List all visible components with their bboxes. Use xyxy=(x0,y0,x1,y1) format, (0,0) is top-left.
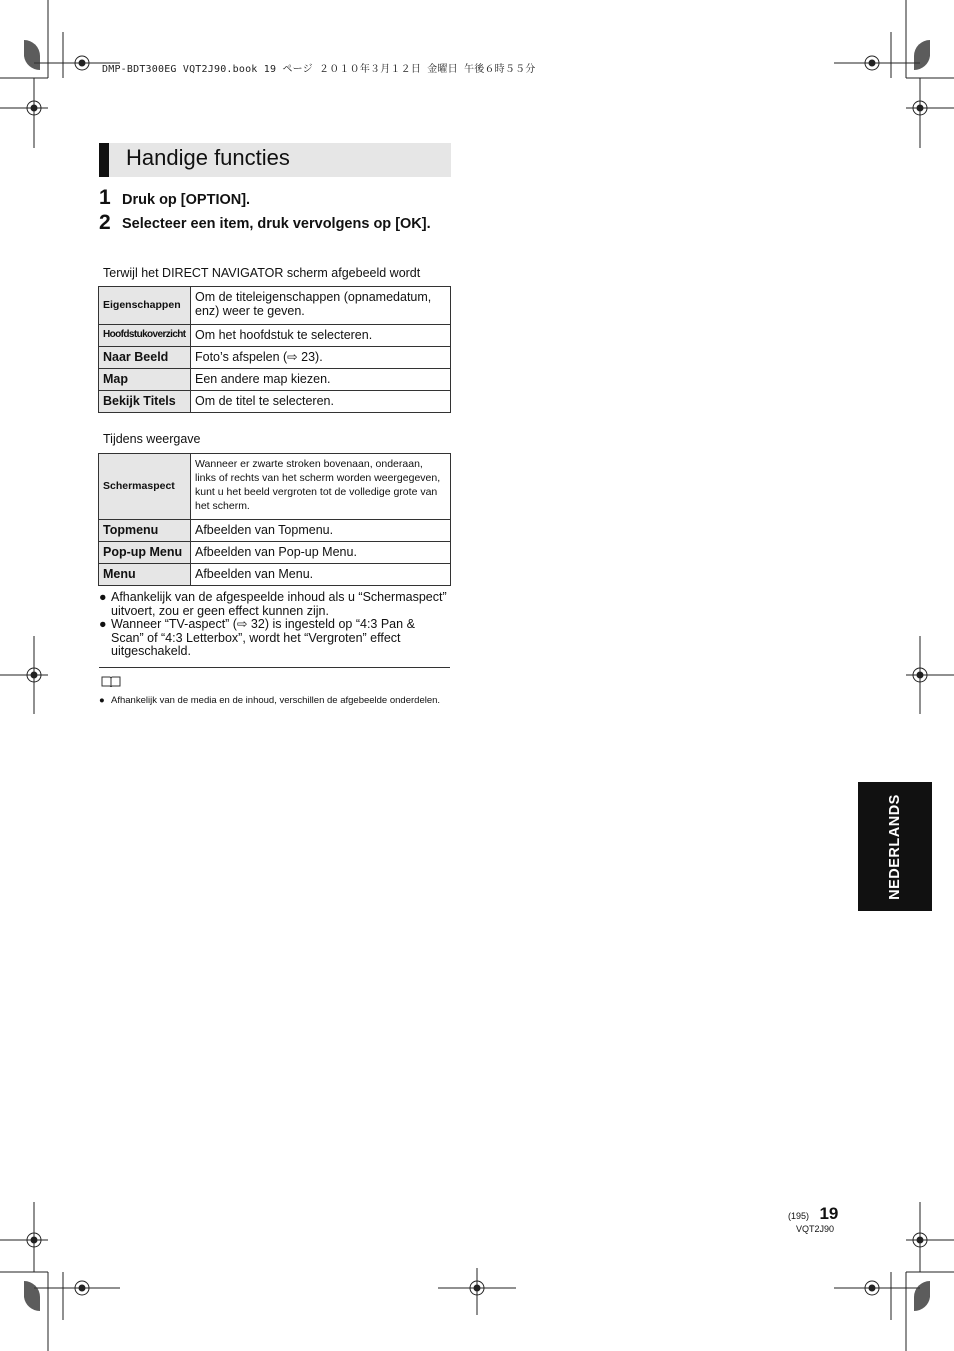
section1-caption: Terwijl het DIRECT NAVIGATOR scherm afgebeeld wordt xyxy=(103,266,421,280)
crop-mark-icon xyxy=(834,0,954,148)
note-text: Afhankelijk van de afgespeelde inhoud als u “Schermaspect” uitvoert, zou er geen effect kunnen zijn. xyxy=(111,590,447,618)
table-row xyxy=(99,520,451,542)
table-row xyxy=(99,287,451,325)
language-tab-label: NEDERLANDS xyxy=(887,793,903,900)
crop-mark-icon xyxy=(834,1202,954,1351)
option-value: Om de titeleigenschappen (opnamedatum, enz) weer te geven. xyxy=(191,287,451,325)
page-title-bar xyxy=(99,143,451,177)
options-table-playback xyxy=(98,453,451,586)
options-table-navigator xyxy=(98,286,451,413)
option-value: Wanneer er zwarte stroken bovenaan, onderaan, links of rechts van het scherm worden weergegeven, kunt u het beeld vergroten tot de volledige grote van het scherm. xyxy=(191,454,451,520)
media-note-text: Afhankelijk van de media en de inhoud, verschillen de afgebeelde onderdelen. xyxy=(111,695,441,706)
step-1-number: 1 xyxy=(99,186,111,209)
media-note xyxy=(99,695,451,707)
book-icon xyxy=(101,675,121,687)
option-key: Bekijk Titels xyxy=(99,391,191,413)
option-key: Schermaspect xyxy=(99,454,191,520)
registration-mark-icon xyxy=(27,56,927,1295)
book-header-line: DMP-BDT300EG VQT2J90.book 19 ページ ２０１０年３月１２日 金曜日 午後６時５５分 xyxy=(102,64,536,75)
option-value: Afbeelden van Menu. xyxy=(191,564,451,586)
option-key: Menu xyxy=(99,564,191,586)
divider xyxy=(99,667,450,668)
step-2-text: Selecteer een item, druk vervolgens op [OK]. xyxy=(122,216,431,232)
option-key: Eigenschappen xyxy=(99,287,191,325)
bullet-icon: ● xyxy=(99,617,107,631)
bullet-icon: ● xyxy=(99,695,105,706)
language-tab xyxy=(858,782,932,911)
option-key: Hoofdstukoverzicht xyxy=(99,325,191,347)
page-number-secondary: (195) xyxy=(788,1211,810,1221)
table-row xyxy=(99,325,451,347)
option-value: Een andere map kiezen. xyxy=(191,369,451,391)
notes-list xyxy=(99,591,451,659)
page-number-main: 19 xyxy=(819,1204,839,1223)
list-item xyxy=(99,618,451,659)
table-row xyxy=(99,347,451,369)
list-item xyxy=(99,591,451,618)
option-value: Afbeelden van Pop-up Menu. xyxy=(191,542,451,564)
bullet-icon: ● xyxy=(99,590,107,604)
note-text: Wanneer “TV-aspect” (⇨ 32) is ingesteld op “4:3 Pan & Scan” of “4:3 Letterbox”, wordt het “Vergroten” effect uitgeschakeld. xyxy=(111,617,415,658)
section2-caption: Tijdens weergave xyxy=(103,432,201,446)
document-code: VQT2J90 xyxy=(796,1224,835,1234)
option-value: Om het hoofdstuk te selecteren. xyxy=(191,325,451,347)
table-row xyxy=(99,564,451,586)
table-row xyxy=(99,369,451,391)
option-value: Foto’s afspelen (⇨ 23). xyxy=(191,347,451,369)
step-1-text: Druk op [OPTION]. xyxy=(122,192,251,208)
page-title: Handige functies xyxy=(126,145,290,170)
crop-mark-icon xyxy=(0,1202,120,1351)
step-2-number: 2 xyxy=(99,211,111,234)
page-number xyxy=(788,1204,838,1224)
option-key: Pop-up Menu xyxy=(99,542,191,564)
option-value: Om de titel te selecteren. xyxy=(191,391,451,413)
option-value: Afbeelden van Topmenu. xyxy=(191,520,451,542)
table-row xyxy=(99,454,451,520)
table-row xyxy=(99,391,451,413)
option-key: Naar Beeld xyxy=(99,347,191,369)
title-accent xyxy=(99,143,109,177)
option-key: Topmenu xyxy=(99,520,191,542)
option-key: Map xyxy=(99,369,191,391)
table-row xyxy=(99,542,451,564)
